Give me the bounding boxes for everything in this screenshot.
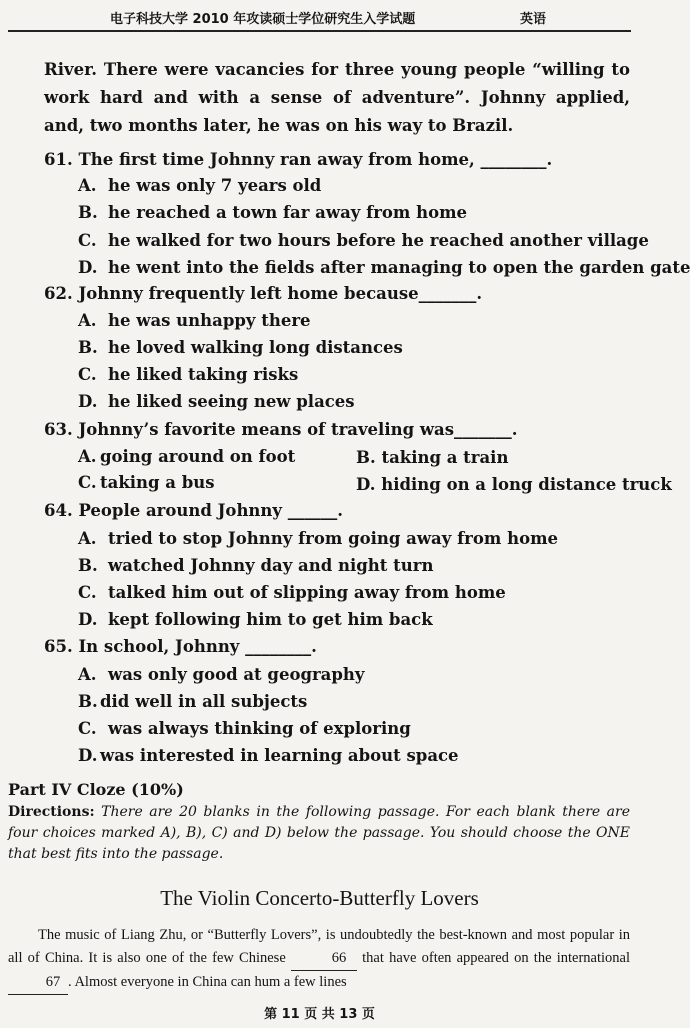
question-62-option-a: A. he was unhappy there bbox=[78, 311, 311, 330]
directions-text: There are 20 blanks in the following passage. For each blank there are four choices marked A), B), C) and D) below the passage. You should choose the ONE that best fits into the passage. bbox=[8, 804, 630, 862]
question-62-stem: 62. Johnny frequently left home because_______. bbox=[44, 284, 483, 303]
question-62-option-c: C. he liked taking risks bbox=[78, 365, 299, 384]
question-63-option-d: D. hiding on a long distance truck bbox=[356, 475, 672, 494]
question-65-option-a: A. was only good at geography bbox=[78, 665, 365, 684]
question-64-option-d: D. kept following him to get him back bbox=[78, 610, 433, 629]
question-61-stem: 61. The first time Johnny ran away from home, ________. bbox=[44, 150, 553, 169]
question-64-blank: ______ bbox=[287, 501, 338, 520]
question-64-option-a: A. tried to stop Johnny from going away from home bbox=[78, 529, 559, 548]
question-62-blank: _______ bbox=[418, 284, 477, 303]
question-63-stem: 63. Johnny’s favorite means of traveling was_______. bbox=[44, 420, 518, 439]
question-61-option-b: B. he reached a town far away from home bbox=[78, 203, 468, 222]
question-61-option-d: D. he went into the fields after managing to open the garden gate bbox=[78, 258, 690, 277]
header-subject: 英语 bbox=[520, 12, 547, 27]
question-62-option-b: B. he loved walking long distances bbox=[78, 338, 403, 357]
directions-label: Directions: bbox=[8, 804, 95, 820]
question-61-option-c: C. he walked for two hours before he reached another village bbox=[78, 231, 649, 250]
passage-title: The Violin Concerto-Butterfly Lovers bbox=[160, 886, 479, 910]
question-64-option-c: C. talked him out of slipping away from home bbox=[78, 583, 506, 602]
cloze-blank-67: 67 bbox=[8, 971, 68, 995]
header-divider bbox=[8, 30, 631, 32]
part-iv-title: Part IV Cloze (10%) bbox=[8, 780, 184, 799]
question-64-stem: 64. People around Johnny ______. bbox=[44, 501, 344, 520]
page-number-footer: 第 11 页 共 13 页 bbox=[264, 1007, 375, 1022]
question-65-option-d: D. was interested in learning about space bbox=[78, 746, 459, 765]
question-63-option-b: B. taking a train bbox=[356, 448, 509, 467]
part-iv-directions bbox=[8, 802, 630, 865]
question-63-option-c: C. taking a bus bbox=[78, 473, 215, 492]
question-65-option-b: B. did well in all subjects bbox=[78, 692, 308, 711]
passage-text: The music of Liang Zhu, or “Butterfly Lovers”, is undoubtedly the best-known and most popular in all of China. It is also one of the few Chinese 66 that have often appeared on the international 67 . Almost everyone in China can hum a few lines bbox=[8, 924, 630, 995]
question-63-blank: _______ bbox=[454, 420, 512, 439]
question-65-stem: 65. In school, Johnny ________. bbox=[44, 637, 317, 656]
header-school-title: 电子科技大学 2010 年攻读硕士学位研究生入学试题 bbox=[110, 12, 416, 27]
question-63-option-a: A. going around on foot bbox=[78, 447, 296, 466]
question-64-option-b: B. watched Johnny day and night turn bbox=[78, 556, 434, 575]
question-61-blank: ________ bbox=[480, 150, 547, 169]
cloze-blank-66: 66 bbox=[291, 947, 357, 971]
question-61-option-a: A. he was only 7 years old bbox=[78, 176, 322, 195]
question-65-blank: ________ bbox=[245, 637, 312, 656]
question-65-option-c: C. was always thinking of exploring bbox=[78, 719, 411, 738]
page-header bbox=[0, 4, 639, 30]
question-62-option-d: D. he liked seeing new places bbox=[78, 392, 355, 411]
intro-paragraph: River. There were vacancies for three young people “willing to work hard and with a sense of adventure”. Johnny applied, and, two months later, he was on his way to Brazil. bbox=[44, 60, 630, 135]
